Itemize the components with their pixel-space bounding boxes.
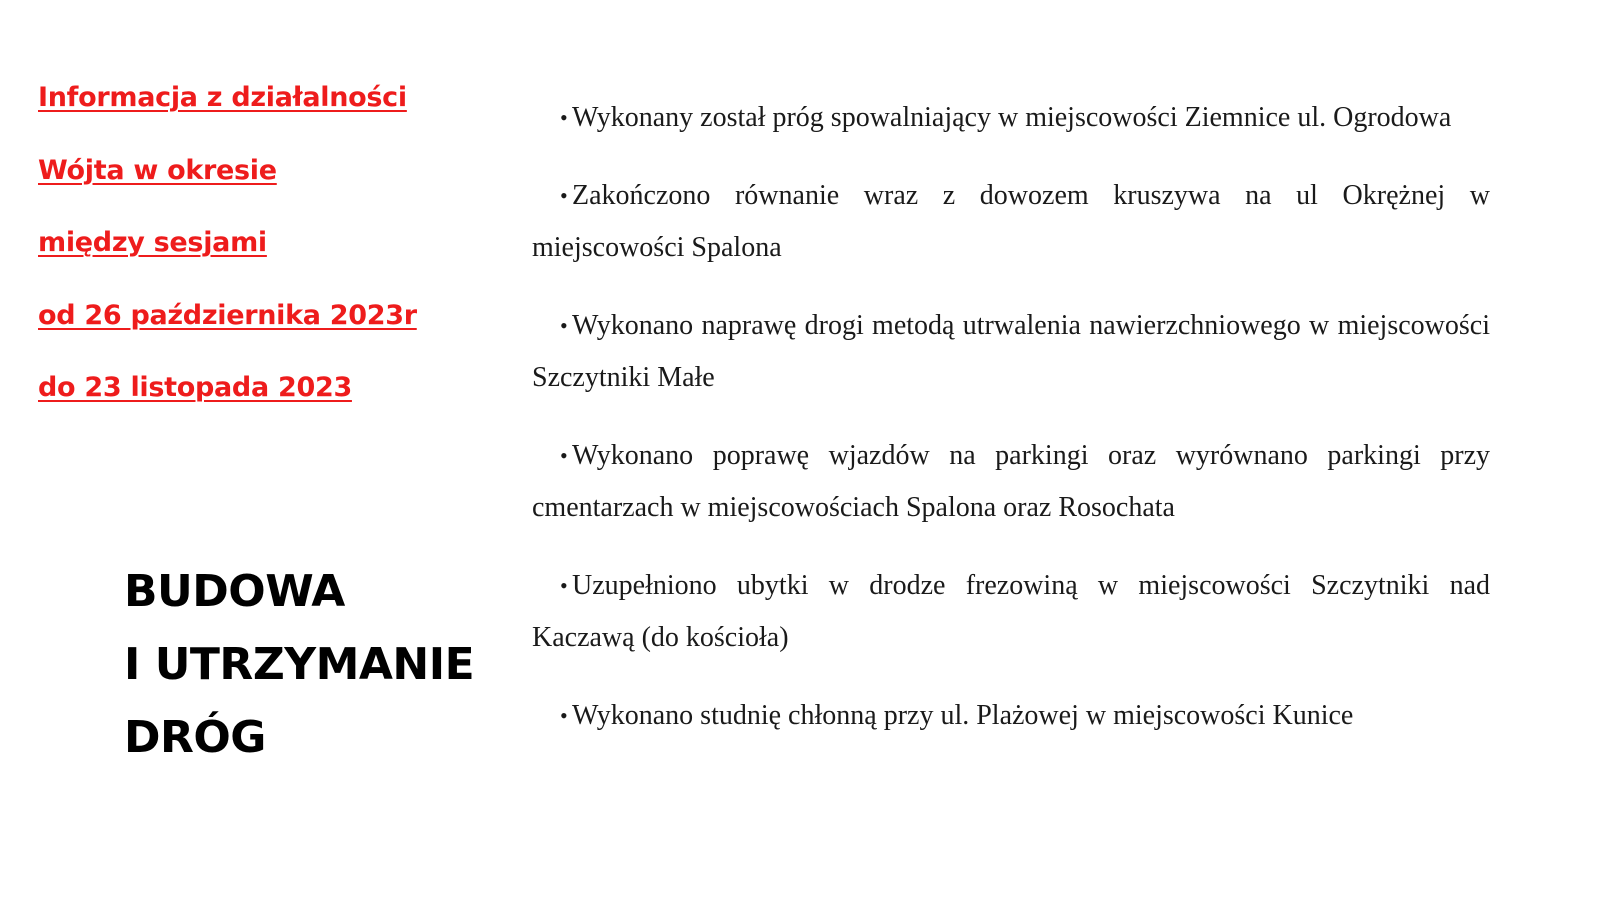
session-info-heading	[38, 80, 478, 443]
bullet-icon: •	[560, 443, 568, 468]
bullet-item	[514, 92, 1490, 144]
info-line: Informacja z działalności	[38, 82, 407, 113]
bullet-text: Wykonano studnię chłonną przy ul. Plażowej w miejscowości Kunice	[572, 700, 1354, 731]
section-title-line: DRÓG	[124, 712, 266, 763]
bullet-item	[514, 430, 1490, 534]
info-line: Wójta w okresie	[38, 154, 277, 186]
section-title	[124, 555, 484, 774]
bullet-item	[514, 690, 1490, 742]
bullet-icon: •	[560, 183, 568, 208]
bullet-icon: •	[560, 313, 568, 338]
bullet-text: Zakończono równanie wraz z dowozem kruszywa na ul Okrężnej w miejscowości Spalona	[532, 180, 1490, 263]
bullet-text: Wykonany został próg spowalniający w miejscowości Ziemnice ul. Ogrodowa	[572, 102, 1452, 133]
info-line: do 23 listopada 2023	[38, 372, 352, 403]
bullet-text: Wykonano poprawę wjazdów na parkingi oraz wyrównano parkingi przy cmentarzach w miejscowościach Spalona oraz Rosochata	[532, 440, 1490, 523]
info-line: od 26 października 2023r	[38, 299, 417, 331]
tasks-bullet-list	[514, 92, 1490, 768]
bullet-item	[514, 170, 1490, 274]
section-title-line: I UTRZYMANIE	[124, 639, 475, 690]
bullet-text: Uzupełniono ubytki w drodze frezowiną w miejscowości Szczytniki nad Kaczawą (do kościoła)	[532, 570, 1490, 653]
bullet-icon: •	[560, 105, 568, 130]
info-line: między sesjami	[38, 227, 267, 258]
bullet-text: Wykonano naprawę drogi metodą utrwalenia nawierzchniowego w miejscowości Szczytniki Małe	[532, 310, 1490, 393]
bullet-item	[514, 300, 1490, 404]
bullet-item	[514, 560, 1490, 664]
bullet-icon: •	[560, 703, 568, 728]
section-title-line: BUDOWA	[124, 566, 345, 617]
bullet-icon: •	[560, 573, 568, 598]
